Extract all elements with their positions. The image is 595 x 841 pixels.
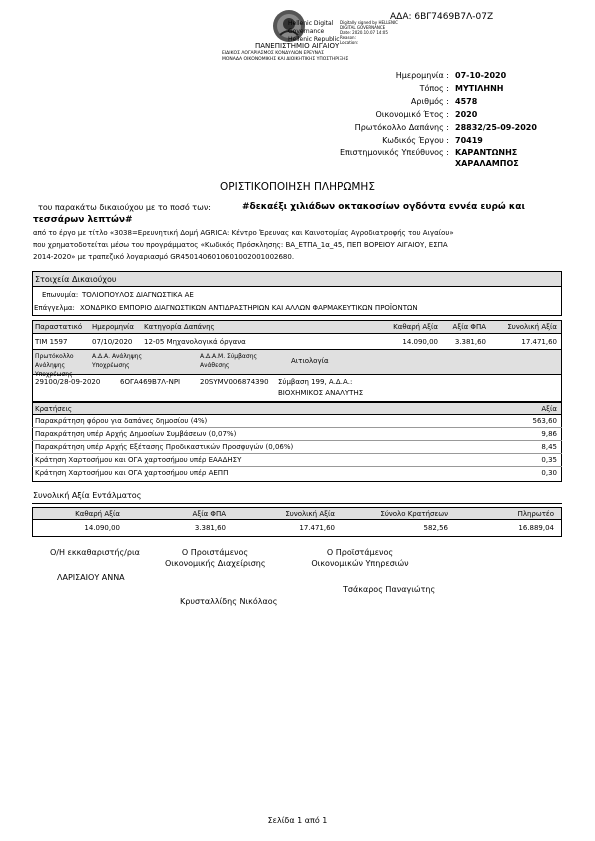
- divider: [32, 414, 562, 415]
- totals-header-payable: Πληρωτέο: [517, 510, 554, 518]
- totals-deductions-value: 582,56: [423, 524, 448, 532]
- cell-document: ΤΙΜ 1597: [35, 338, 68, 346]
- deduction-label: Κράτηση Χαρτοσήμου και ΟΓΑ χαρτοσήμου υπέρ ΕΑΑΔΗΣΥ: [35, 456, 242, 464]
- deduction-label: Παρακράτηση φόρου για δαπάνες δημοσίου (4%): [35, 417, 208, 425]
- totals-header-deductions: Σύνολο Κρατήσεων: [380, 510, 448, 518]
- col-header-date: Ημερομηνία: [92, 323, 135, 331]
- col-header-vat: Αξία ΦΠΑ: [452, 323, 486, 331]
- intro-project-title: από το έργο με τίτλο «3038=Ερευνητική Δομή AGRICA: Κέντρο Έρευνας και Καινοτομίας Αγροδιατροφής του Αιγαίου»: [33, 229, 454, 237]
- cell-expense-category: 12-05 Μηχανολογικά όργανα: [144, 338, 246, 346]
- signature-services-title-1: Ο Προϊστάμενος: [326, 548, 394, 557]
- meta-label-place: Τόπος :: [419, 84, 449, 93]
- meta-value-fiscal-year: 2020: [455, 110, 478, 119]
- page-number: Σελίδα 1 από 1: [267, 816, 328, 825]
- signature-label-line: Hellenic Digital: [288, 20, 334, 27]
- divider: [32, 374, 562, 375]
- meta-label-expense-protocol: Πρωτόκολλο Δαπάνης :: [354, 123, 449, 132]
- signature-detail-line: Date: 2020.10.07 14:05: [340, 30, 388, 35]
- col-header-contract-adam: Α.Δ.Α.Μ. Σύμβασης Ανάθεσης: [200, 353, 258, 369]
- signature-services-title-2: Οικονομικών Υπηρεσιών: [311, 559, 409, 568]
- meta-label-number: Αριθμός :: [410, 97, 449, 106]
- divider: [32, 519, 562, 520]
- col-header-commitment-protocol: Πρωτόκολλο Ανάληψης Υποχρέωσης: [35, 353, 74, 378]
- signature-detail-line: DIGITAL GOVERNANCE: [340, 25, 386, 30]
- university-name: ΠΑΝΕΠΙΣΤΗΜΙΟ ΑΙΓΑΙΟΥ: [255, 42, 340, 50]
- col-header-expense-category: Κατηγορία Δαπάνης: [144, 323, 215, 331]
- signature-clearer-title: Ο/Η εκκαθαριστής/ρια: [50, 548, 140, 557]
- totals-section-title: Συνολική Αξία Εντάλματος: [33, 491, 142, 500]
- totals-vat-value: 3.381,60: [194, 524, 226, 532]
- deduction-value: 9,86: [541, 430, 557, 438]
- signature-finance-title-1: Ο Προιστάμενος: [181, 548, 249, 557]
- ada-code: ΑΔΑ: 6ΒΓ7469Β7Λ-07Ζ: [390, 12, 494, 22]
- meta-value-scientific-lead-2: ΧΑΡΑΛΑΜΠΟΣ: [455, 159, 519, 168]
- deduction-value: 0,30: [541, 469, 557, 477]
- intro-amount-line-1: #δεκαέξι χιλιάδων οκτακοσίων ογδόντα εννέα ευρώ και: [242, 202, 525, 212]
- meta-value-number: 4578: [455, 97, 478, 106]
- deduction-value: 8,45: [541, 443, 557, 451]
- cell-total: 17.471,60: [521, 338, 557, 346]
- divider: [32, 349, 562, 350]
- deduction-value: 563,60: [532, 417, 557, 425]
- deduction-value: 0,35: [541, 456, 557, 464]
- beneficiary-occupation-label: Επάγγελμα:: [34, 304, 75, 312]
- intro-amount-line-2: τεσσάρων λεπτών#: [33, 215, 133, 225]
- totals-payable-value: 16.889,04: [518, 524, 554, 532]
- col-header-justification: Αιτιολογία: [291, 357, 329, 365]
- col-header-net-value: Καθαρή Αξία: [393, 323, 438, 331]
- col-header-document: Παραστατικό: [35, 323, 83, 331]
- deductions-value-header: Αξία: [541, 405, 557, 413]
- cell-justification-line-2: ΒΙΟΧΗΜΙΚΟΣ ΑΝΑΛΥΤΗΣ: [278, 389, 364, 397]
- signature-label-line: Hellenic Republic: [288, 36, 340, 43]
- meta-value-expense-protocol: 28832/25-09-2020: [455, 123, 537, 132]
- page-title: ΟΡΙΣΤΙΚΟΠΟΙΗΣΗ ΠΛΗΡΩΜΗΣ: [220, 181, 375, 193]
- signature-label-line: Governance: [288, 28, 325, 35]
- cell-commitment-protocol: 29100/28-09-2020: [35, 378, 101, 386]
- signature-detail-line: Digitally signed by HELLENIC: [340, 20, 398, 25]
- cell-contract-adam: 20SYMV006874390: [200, 378, 269, 386]
- signature-detail-line: Location:: [340, 40, 359, 45]
- totals-net-value: 14.090,00: [84, 524, 120, 532]
- totals-total-value: 17.471,60: [299, 524, 335, 532]
- header-subtitle-2: ΜΟΝΑΔΑ ΟΙΚΟΝΟΜΙΚΗΣ ΚΑΙ ΔΙΟΙΚΗΤΙΚΗΣ ΥΠΟΣΤΗΡΙΞΗΣ: [222, 57, 349, 62]
- header-subtitle-1: ΕΙΔΙΚΟΣ ΛΟΓΑΡΙΑΣΜΟΣ ΚΟΝΔΥΛΙΩΝ ΕΡΕΥΝΑΣ: [222, 51, 324, 56]
- beneficiary-occupation: ΧΟΝΔΡΙΚΟ ΕΜΠΟΡΙΟ ΔΙΑΓΝΩΣΤΙΚΩΝ ΑΝΤΙΔΡΑΣΤΗΡΙΩΝ ΚΑΙ ΑΛΛΩΝ ΦΑΡΜΑΚΕΥΤΙΚΩΝ ΠΡΟΪΟΝΤΩΝ: [80, 304, 418, 312]
- divider: [32, 333, 562, 334]
- divider: [32, 427, 562, 428]
- signature-detail-line: Reason:: [340, 35, 356, 40]
- divider: [32, 453, 562, 454]
- meta-label-project-code: Κωδικός Έργου :: [382, 136, 449, 145]
- signature-finance-name: Κρυσταλλίδης Νικόλαος: [180, 597, 278, 606]
- divider: [32, 286, 562, 287]
- meta-value-date: 07-10-2020: [455, 71, 507, 80]
- totals-header-vat: Αξία ΦΠΑ: [192, 510, 226, 518]
- beneficiary-name: ΤΟΛΙΟΠΟΥΛΟΣ ΔΙΑΓΝΩΣΤΙΚΑ ΑΕ: [82, 291, 194, 299]
- signature-finance-title-2: Οικονομικής Διαχείρισης: [165, 559, 266, 568]
- intro-funding-program: που χρηματοδοτείται μέσω του προγράμματος «Κωδικός Πρόσκλησης: ΒΑ_ΕΤΠΑ_1α_45, ΠΕΠ ΒΟΡΕΙΟΥ ΑΙΓΑΙΟΥ, ΕΣΠΑ: [33, 241, 448, 249]
- col-header-total: Συνολική Αξία: [507, 323, 557, 331]
- meta-value-scientific-lead: ΚΑΡΑΝΤΩΝΗΣ: [455, 148, 518, 157]
- cell-justification-line-1: Σύμβαση 199, Α.Δ.Α.:: [278, 378, 353, 386]
- deduction-label: Κράτηση Χαρτοσήμου και ΟΓΑ χαρτοσήμου υπέρ ΑΕΠΠ: [35, 469, 229, 477]
- meta-label-blank: [300, 158, 455, 169]
- beneficiary-section-title: Στοιχεία Δικαιούχου: [35, 275, 117, 284]
- deductions-header: Κρατήσεις: [35, 405, 72, 413]
- cell-vat: 3.381,60: [454, 338, 486, 346]
- divider: [32, 503, 562, 504]
- totals-header-total: Συνολική Αξία: [285, 510, 335, 518]
- intro-bank-account: 2014-2020» με τραπεζικό λογαριασμό GR4501406010601002001002680.: [33, 253, 295, 261]
- cell-commitment-ada: 6ΟΓΑ469Β7Λ-ΝΡΙ: [120, 378, 181, 386]
- deduction-label: Παρακράτηση υπέρ Αρχής Δημοσίων Συμβάσεων (0,07%): [35, 430, 237, 438]
- totals-header-net: Καθαρή Αξία: [75, 510, 120, 518]
- beneficiary-name-label: Επωνυμία:: [42, 291, 79, 299]
- deduction-label: Παρακράτηση υπέρ Αρχής Εξέτασης Προδικαστικών Προσφυγών (0,06%): [35, 443, 294, 451]
- meta-label-fiscal-year: Οικονομικό Έτος :: [375, 110, 449, 119]
- deductions-header-bar: [33, 403, 561, 414]
- meta-value-place: ΜΥΤΙΛΗΝΗ: [455, 84, 504, 93]
- col-header-commitment-ada: Α.Δ.Α. Ανάληψης Υποχρέωσης: [92, 353, 142, 369]
- document-meta: [300, 69, 560, 169]
- signature-services-name: Τσάκαρος Παναγιώτης: [343, 585, 436, 594]
- cell-net-value: 14.090,00: [402, 338, 438, 346]
- meta-label-scientific-lead: Επιστημονικός Υπεύθυνος :: [339, 148, 449, 157]
- intro-prefix: του παρακάτω δικαιούχου με το ποσό των:: [38, 203, 211, 212]
- meta-label-date: Ημερομηνία :: [395, 71, 449, 80]
- signature-clearer-name: ΛΑΡΙΣΑΙΟΥ ΑΝΝΑ: [57, 573, 125, 582]
- divider: [32, 466, 562, 467]
- cell-date: 07/10/2020: [92, 338, 133, 346]
- meta-value-project-code: 70419: [455, 136, 483, 145]
- divider: [32, 440, 562, 441]
